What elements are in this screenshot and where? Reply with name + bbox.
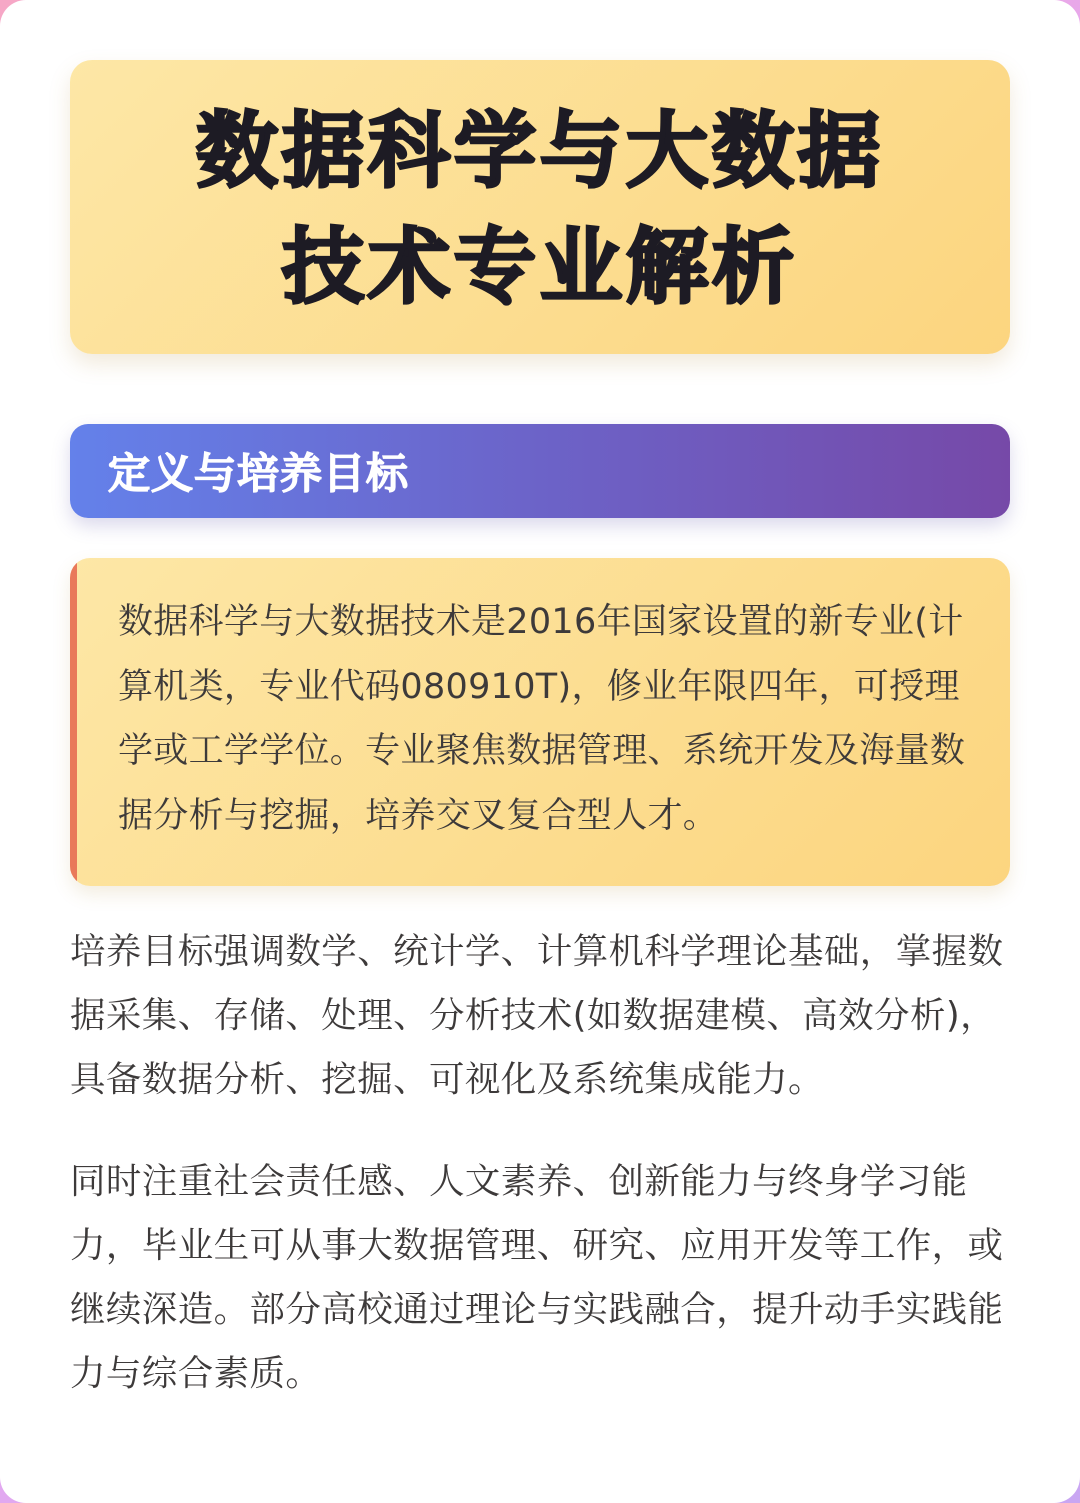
section-header xyxy=(70,424,1010,518)
page-title-line-2: 技术专业解析 xyxy=(281,220,798,315)
page-title-line-1: 数据科学与大数据 xyxy=(195,104,884,199)
highlight-callout xyxy=(70,558,1010,886)
section-title: 定义与培养目标 xyxy=(108,449,410,498)
title-banner xyxy=(70,60,1010,354)
callout-text: 数据科学与大数据技术是2016年国家设置的新专业(计算机类，专业代码080910T)，修业年限四年，可授理学或工学学位。专业聚焦数据管理、系统开发及海量数据分析与挖掘，培养交叉复合型人才。 xyxy=(118,602,966,836)
callout-accent-bar xyxy=(70,558,77,886)
body-paragraph-2: 同时注重社会责任感、人文素养、创新能力与终身学习能力，毕业生可从事大数据管理、研究、应用开发等工作，或继续深造。部分高校通过理论与实践融合，提升动手实践能力与综合素质。 xyxy=(70,1161,1004,1394)
body-paragraph-1: 培养目标强调数学、统计学、计算机科学理论基础，掌握数据采集、存储、处理、分析技术(如数据建模、高效分析)，具备数据分析、挖掘、可视化及系统集成能力。 xyxy=(70,931,1004,1100)
